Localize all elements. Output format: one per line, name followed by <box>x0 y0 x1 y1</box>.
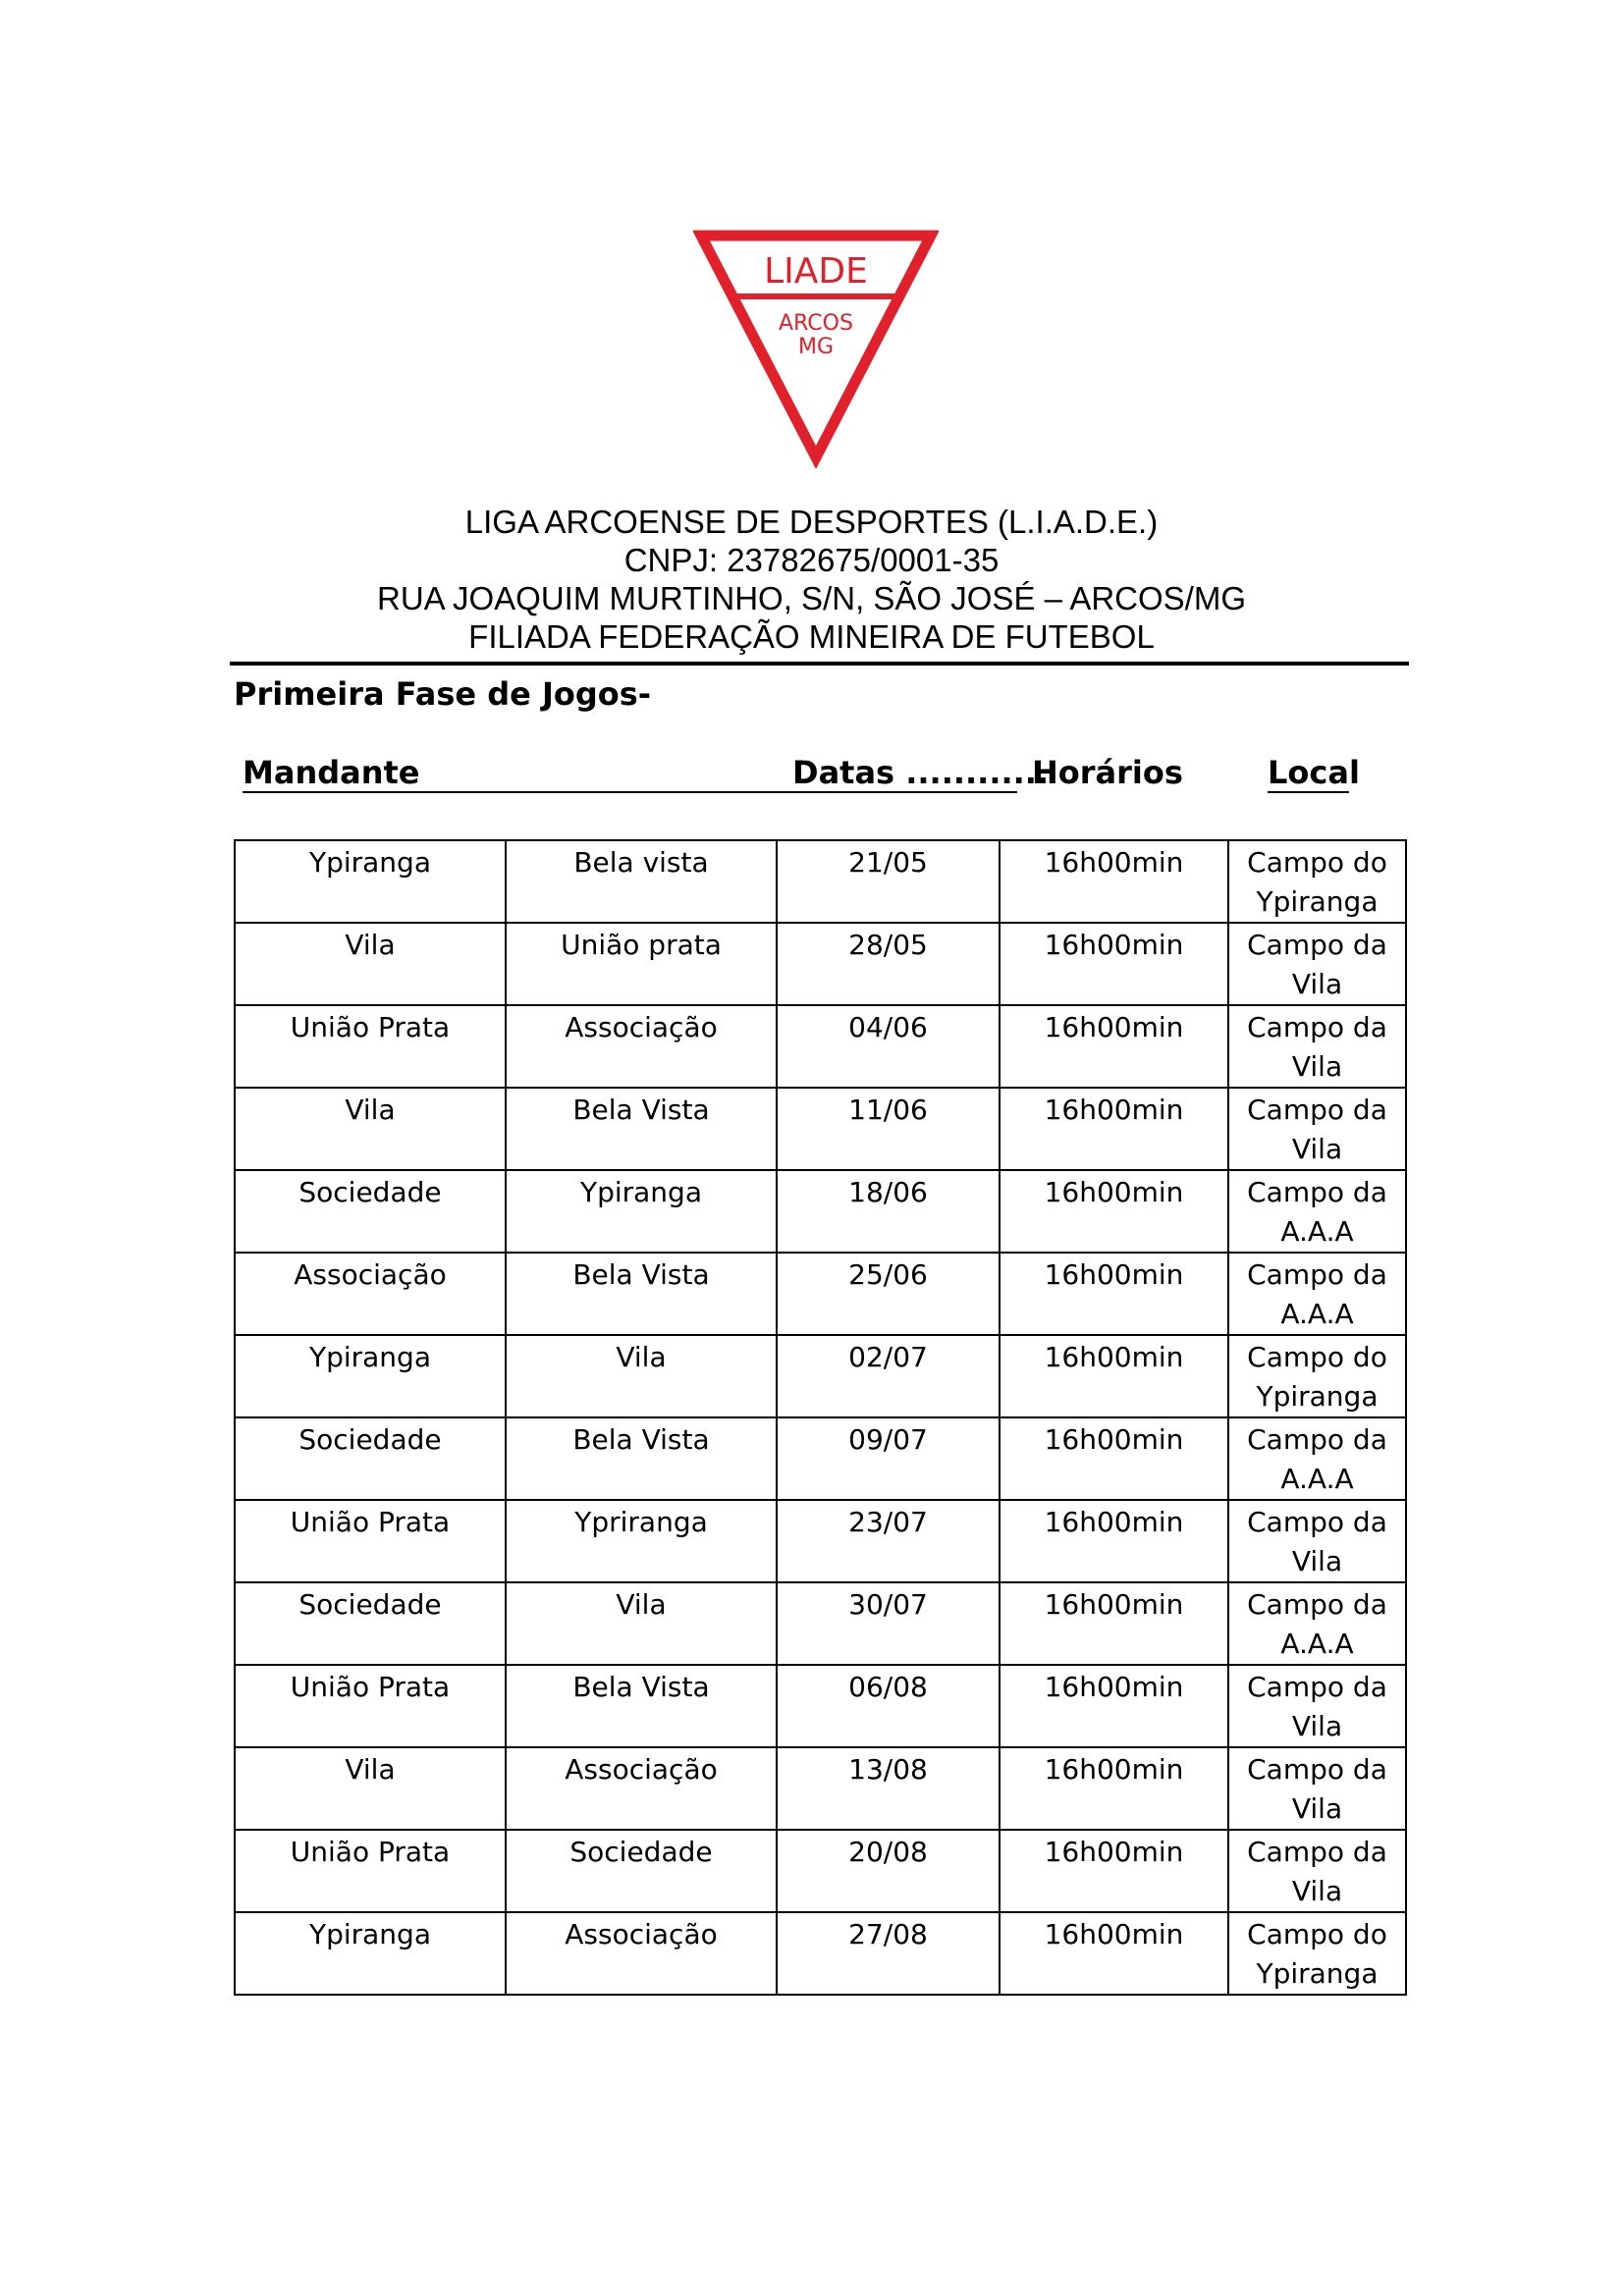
away-team-cell: Bela Vista <box>506 1088 777 1170</box>
home-team-cell: Vila <box>235 1747 506 1830</box>
venue-cell <box>1228 1747 1406 1830</box>
venue-line-1: Campo da <box>1247 1094 1387 1126</box>
table-row <box>235 1500 1406 1582</box>
venue-line-1: Campo do <box>1247 1341 1387 1373</box>
venue-line-1: Campo da <box>1247 1836 1387 1868</box>
table-row <box>235 1582 1406 1665</box>
column-header-underline <box>243 791 1017 793</box>
away-team-cell: União prata <box>506 923 777 1005</box>
home-team-cell: Sociedade <box>235 1417 506 1500</box>
venue-cell <box>1228 923 1406 1005</box>
time-cell: 16h00min <box>1000 1747 1228 1830</box>
venue-line-1: Campo da <box>1247 1423 1387 1456</box>
table-row <box>235 1335 1406 1417</box>
table-row <box>235 1830 1406 1912</box>
venue-line-2: Vila <box>1291 1792 1343 1825</box>
away-team-cell: Ypriranga <box>506 1500 777 1582</box>
table-row <box>235 1747 1406 1830</box>
table-row <box>235 1170 1406 1253</box>
venue-cell <box>1228 1830 1406 1912</box>
date-cell: 13/08 <box>777 1747 1000 1830</box>
time-cell: 16h00min <box>1000 1665 1228 1747</box>
away-team-cell: Vila <box>506 1335 777 1417</box>
column-header-datas: Datas ............ <box>792 754 1050 791</box>
column-header-local: Local <box>1268 754 1360 791</box>
venue-line-1: Campo do <box>1247 846 1387 879</box>
venue-line-1: Campo da <box>1247 1011 1387 1043</box>
home-team-cell: Ypiranga <box>235 1335 506 1417</box>
affiliation: FILIADA FEDERAÇÃO MINEIRA DE FUTEBOL <box>468 618 1155 655</box>
venue-line-2: Vila <box>1291 1710 1343 1742</box>
venue-line-2: Ypiranga <box>1256 885 1379 918</box>
venue-line-2: Vila <box>1291 1133 1343 1165</box>
away-team-cell: Sociedade <box>506 1830 777 1912</box>
home-team-cell: União Prata <box>235 1005 506 1088</box>
date-cell: 06/08 <box>777 1665 1000 1747</box>
date-cell: 30/07 <box>777 1582 1000 1665</box>
venue-line-1: Campo da <box>1247 1506 1387 1538</box>
table-row <box>235 1912 1406 1995</box>
home-team-cell: Sociedade <box>235 1582 506 1665</box>
time-cell: 16h00min <box>1000 1253 1228 1335</box>
date-cell: 27/08 <box>777 1912 1000 1995</box>
logo-state: MG <box>797 335 835 359</box>
table-row <box>235 840 1406 923</box>
venue-cell <box>1228 1088 1406 1170</box>
venue-cell <box>1228 1005 1406 1088</box>
venue-cell <box>1228 1417 1406 1500</box>
away-team-cell: Bela Vista <box>506 1253 777 1335</box>
venue-line-1: Campo da <box>1247 1588 1387 1621</box>
letterhead <box>0 503 1623 656</box>
league-name: LIGA ARCOENSE DE DESPORTES (L.I.A.D.E.) <box>464 504 1159 540</box>
away-team-cell: Vila <box>506 1582 777 1665</box>
venue-line-2: Ypiranga <box>1256 1957 1379 1990</box>
date-cell: 04/06 <box>777 1005 1000 1088</box>
time-cell: 16h00min <box>1000 923 1228 1005</box>
header-divider <box>230 662 1409 666</box>
liade-logo <box>693 228 939 468</box>
logo-title: LIADE <box>764 251 868 292</box>
home-team-cell: Vila <box>235 923 506 1005</box>
time-cell: 16h00min <box>1000 1912 1228 1995</box>
venue-line-2: Vila <box>1291 1875 1343 1907</box>
venue-line-2: A.A.A <box>1280 1628 1354 1660</box>
column-header-mandante: Mandante <box>243 754 420 791</box>
time-cell: 16h00min <box>1000 1500 1228 1582</box>
venue-line-1: Campo da <box>1247 1176 1387 1208</box>
venue-cell <box>1228 1912 1406 1995</box>
venue-line-1: Campo da <box>1247 1258 1387 1291</box>
date-cell: 23/07 <box>777 1500 1000 1582</box>
time-cell: 16h00min <box>1000 1830 1228 1912</box>
date-cell: 21/05 <box>777 840 1000 923</box>
table-row <box>235 1088 1406 1170</box>
games-table-body <box>235 840 1406 1995</box>
time-cell: 16h00min <box>1000 1417 1228 1500</box>
time-cell: 16h00min <box>1000 1005 1228 1088</box>
date-cell: 28/05 <box>777 923 1000 1005</box>
venue-line-2: A.A.A <box>1280 1298 1354 1330</box>
time-cell: 16h00min <box>1000 1335 1228 1417</box>
away-team-cell: Bela vista <box>506 840 777 923</box>
cnpj: CNPJ: 23782675/0001-35 <box>623 542 1000 578</box>
home-team-cell: União Prata <box>235 1500 506 1582</box>
venue-line-1: Campo da <box>1247 1671 1387 1703</box>
away-team-cell: Associação <box>506 1747 777 1830</box>
away-team-cell: Associação <box>506 1912 777 1995</box>
venue-line-2: A.A.A <box>1280 1463 1354 1495</box>
venue-line-2: A.A.A <box>1280 1215 1354 1248</box>
address: RUA JOAQUIM MURTINHO, S/N, SÃO JOSÉ – ARCOS/MG <box>376 580 1247 616</box>
venue-cell <box>1228 1335 1406 1417</box>
away-team-cell: Bela Vista <box>506 1665 777 1747</box>
home-team-cell: Vila <box>235 1088 506 1170</box>
home-team-cell: Ypiranga <box>235 840 506 923</box>
column-header-horarios: Horários <box>1032 754 1183 791</box>
home-team-cell: União Prata <box>235 1830 506 1912</box>
table-row <box>235 1665 1406 1747</box>
time-cell: 16h00min <box>1000 1582 1228 1665</box>
date-cell: 02/07 <box>777 1335 1000 1417</box>
local-header-underline <box>1268 791 1349 793</box>
home-team-cell: Associação <box>235 1253 506 1335</box>
venue-cell <box>1228 1582 1406 1665</box>
away-team-cell: Bela Vista <box>506 1417 777 1500</box>
games-table <box>234 839 1407 1996</box>
venue-cell <box>1228 840 1406 923</box>
date-cell: 18/06 <box>777 1170 1000 1253</box>
date-cell: 20/08 <box>777 1830 1000 1912</box>
venue-cell <box>1228 1500 1406 1582</box>
home-team-cell: União Prata <box>235 1665 506 1747</box>
section-title: Primeira Fase de Jogos- <box>234 675 652 713</box>
logo-city: ARCOS <box>779 311 853 336</box>
table-row <box>235 1417 1406 1500</box>
table-row <box>235 1253 1406 1335</box>
venue-line-2: Ypiranga <box>1256 1380 1379 1413</box>
away-team-cell: Ypiranga <box>506 1170 777 1253</box>
venue-line-2: Vila <box>1291 1050 1343 1083</box>
venue-cell <box>1228 1665 1406 1747</box>
venue-line-2: Vila <box>1291 1545 1343 1577</box>
venue-cell <box>1228 1253 1406 1335</box>
home-team-cell: Ypiranga <box>235 1912 506 1995</box>
venue-line-1: Campo da <box>1247 1753 1387 1786</box>
venue-cell <box>1228 1170 1406 1253</box>
date-cell: 11/06 <box>777 1088 1000 1170</box>
home-team-cell: Sociedade <box>235 1170 506 1253</box>
venue-line-1: Campo do <box>1247 1918 1387 1950</box>
away-team-cell: Associação <box>506 1005 777 1088</box>
venue-line-2: Vila <box>1291 968 1343 1000</box>
date-cell: 09/07 <box>777 1417 1000 1500</box>
time-cell: 16h00min <box>1000 840 1228 923</box>
date-cell: 25/06 <box>777 1253 1000 1335</box>
time-cell: 16h00min <box>1000 1170 1228 1253</box>
table-row <box>235 1005 1406 1088</box>
venue-line-1: Campo da <box>1247 929 1387 961</box>
time-cell: 16h00min <box>1000 1088 1228 1170</box>
table-row <box>235 923 1406 1005</box>
